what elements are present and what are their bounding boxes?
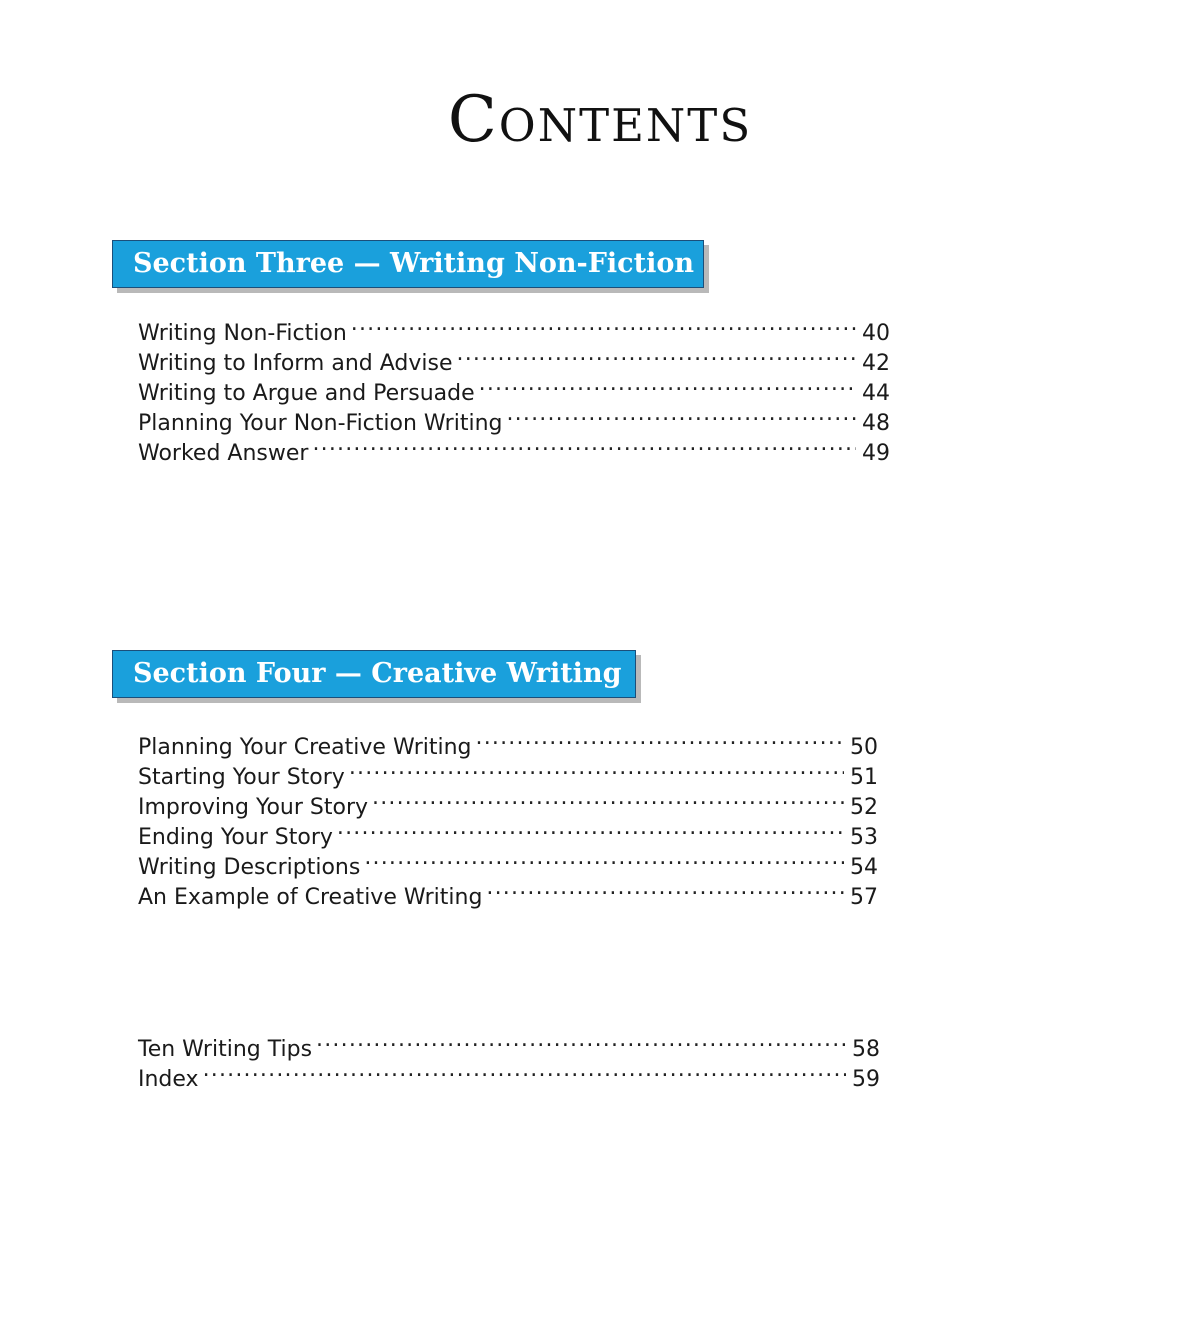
toc-entry-page-number: 44 [862, 381, 890, 406]
toc-entry-label: Planning Your Creative Writing [138, 735, 472, 760]
section-four-header: Section Four — Creative Writing [112, 650, 636, 698]
toc-entry-page-number: 52 [850, 795, 878, 820]
toc-entry-label: Ten Writing Tips [138, 1037, 313, 1062]
extras-toc-list [138, 1026, 880, 1092]
dot-leader [372, 784, 844, 814]
dot-leader [349, 754, 844, 784]
toc-entry-page-number: 40 [862, 321, 890, 346]
dot-leader [486, 874, 844, 904]
toc-entry-page-number: 54 [850, 855, 878, 880]
toc-entry-page-number: 49 [862, 441, 890, 466]
toc-entry-label: Writing to Argue and Persuade [138, 381, 475, 406]
dot-leader [364, 844, 844, 874]
section-four-toc-list [138, 724, 878, 910]
toc-entry-label: Writing to Inform and Advise [138, 351, 453, 376]
toc-entry-page-number: 57 [850, 885, 878, 910]
toc-entry[interactable] [138, 1056, 880, 1092]
toc-entry-label: Improving Your Story [138, 795, 369, 820]
toc-entry-page-number: 42 [862, 351, 890, 376]
dot-leader [476, 724, 844, 754]
toc-entry-label: Writing Descriptions [138, 855, 361, 880]
toc-entry-page-number: 50 [850, 735, 878, 760]
section-three-header: Section Three — Writing Non-Fiction [112, 240, 704, 288]
section-three-toc-list [138, 310, 890, 466]
toc-entry-label: Ending Your Story [138, 825, 333, 850]
toc-entry-page-number: 51 [850, 765, 878, 790]
dot-leader [457, 340, 857, 370]
toc-entry-label: Worked Answer [138, 441, 309, 466]
page-title: Contents [447, 83, 753, 157]
dot-leader [479, 370, 856, 400]
toc-entry-page-number: 58 [852, 1037, 880, 1062]
dot-leader [203, 1056, 846, 1086]
dot-leader [506, 400, 856, 430]
dot-leader [312, 430, 856, 460]
dot-leader [337, 814, 844, 844]
toc-entry-label: Writing Non-Fiction [138, 321, 347, 346]
toc-entry[interactable] [138, 1026, 880, 1062]
dot-leader [351, 310, 856, 340]
toc-entry-label: Starting Your Story [138, 765, 345, 790]
dot-leader [316, 1026, 846, 1056]
toc-entry[interactable] [138, 724, 878, 760]
toc-entry-page-number: 48 [862, 411, 890, 436]
toc-entry-page-number: 59 [852, 1067, 880, 1092]
toc-entry-label: Index [138, 1067, 199, 1092]
toc-entry-label: An Example of Creative Writing [138, 885, 483, 910]
toc-entry-label: Planning Your Non-Fiction Writing [138, 411, 503, 436]
toc-entry-page-number: 53 [850, 825, 878, 850]
toc-entry[interactable] [138, 310, 890, 346]
